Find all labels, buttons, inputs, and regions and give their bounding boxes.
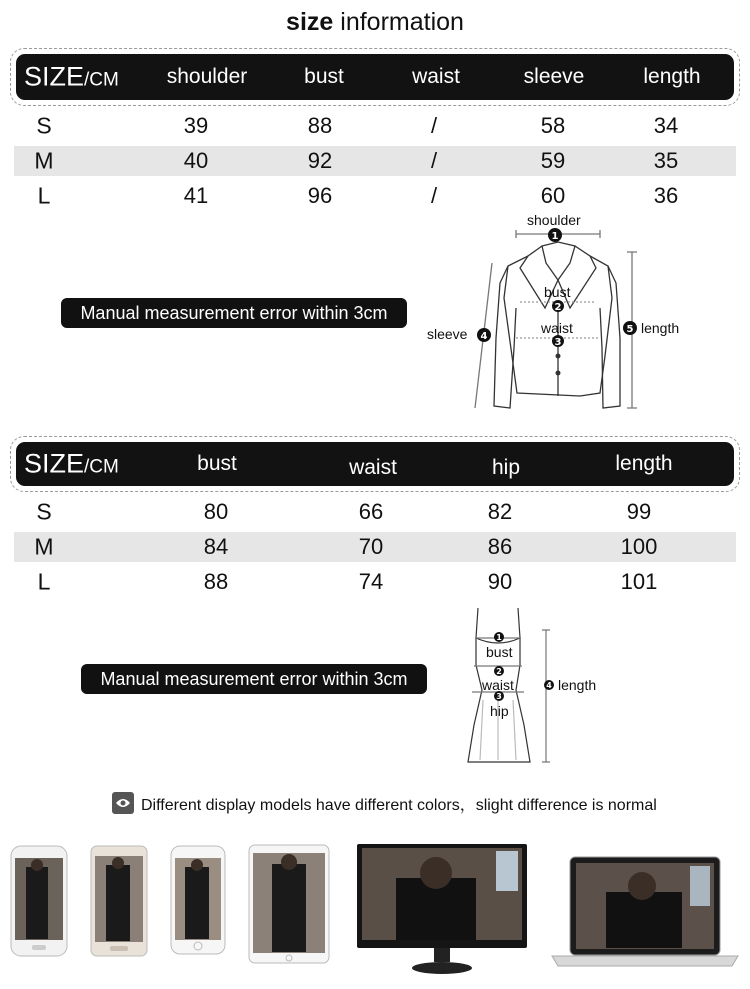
top-size-label: SIZE/CM — [24, 61, 119, 92]
cell: 100 — [620, 534, 658, 559]
svg-text:4: 4 — [546, 681, 552, 690]
disclaimer-text: Different display models have different colors，slight difference is normal — [141, 796, 657, 814]
bottom-col-waist: waist — [349, 455, 397, 479]
table-row — [14, 111, 736, 141]
cell: 74 — [358, 569, 384, 594]
bottom-table-header-frame — [10, 436, 740, 492]
device-monitor — [356, 843, 528, 975]
device-tablet — [248, 844, 330, 964]
cell: 70 — [358, 534, 384, 559]
bottom-col-bust: bust — [197, 452, 237, 475]
cell: 36 — [653, 183, 679, 208]
cell: 59 — [540, 148, 566, 173]
svg-text:3: 3 — [496, 692, 502, 701]
device-phone — [10, 845, 68, 957]
measurement-note: Manual measurement error within 3cm — [81, 664, 427, 694]
cell: 41 — [183, 183, 209, 208]
bottom-size-label: SIZE/CM — [24, 448, 119, 479]
cell: 99 — [626, 499, 652, 524]
cell: 96 — [307, 183, 333, 208]
bottom-col-hip: hip — [491, 455, 521, 479]
eye-icon — [112, 792, 134, 814]
label-shoulder: shoulder — [527, 212, 581, 228]
top-table-header — [16, 54, 734, 100]
cell: 35 — [653, 148, 679, 173]
cell: 82 — [487, 499, 513, 524]
jacket-illustration — [420, 208, 700, 418]
label-length: length — [558, 677, 597, 693]
cell: 88 — [307, 113, 333, 138]
top-col-bust: bust — [304, 65, 344, 88]
color-disclaimer — [112, 790, 657, 816]
row-size: S — [36, 112, 52, 139]
svg-text:2: 2 — [496, 667, 502, 676]
table-row — [14, 497, 736, 527]
device-phone — [170, 845, 226, 955]
row-size: M — [34, 147, 54, 174]
svg-text:4: 4 — [480, 331, 488, 342]
label-waist: waist — [541, 320, 573, 336]
label-waist: waist — [482, 677, 514, 693]
table-row — [14, 181, 736, 211]
bottom-col-length: length — [615, 452, 673, 475]
dress-diagram — [458, 600, 618, 770]
label-length: length — [641, 320, 680, 336]
top-col-shoulder: shoulder — [166, 65, 248, 88]
cell: 101 — [620, 569, 658, 594]
table-row — [14, 567, 736, 597]
cell: 39 — [183, 113, 209, 138]
cell: 60 — [540, 183, 566, 208]
row-size: S — [36, 498, 52, 525]
measurement-note: Manual measurement error within 3cm — [61, 298, 407, 328]
bottom-table-header — [16, 442, 734, 486]
label-hip: hip — [490, 703, 509, 719]
title-rest: information — [340, 8, 464, 36]
table-row — [14, 146, 736, 176]
top-col-waist: waist — [412, 65, 460, 88]
cell: 40 — [183, 148, 209, 173]
label-sleeve: sleeve — [427, 326, 468, 342]
svg-text:5: 5 — [626, 324, 634, 335]
title-bold: size — [286, 8, 334, 36]
cell: 66 — [358, 499, 384, 524]
label-bust: bust — [486, 644, 513, 660]
svg-text:2: 2 — [554, 302, 562, 313]
device-phone — [90, 845, 148, 957]
jacket-diagram — [420, 208, 700, 418]
top-col-sleeve: sleeve — [523, 65, 585, 88]
cell: / — [430, 183, 438, 208]
cell: 58 — [540, 113, 566, 138]
row-size: L — [37, 568, 51, 595]
cell: 90 — [487, 569, 513, 594]
cell: 88 — [203, 569, 229, 594]
svg-text:1: 1 — [551, 231, 559, 242]
cell: 84 — [203, 534, 229, 559]
row-size: L — [37, 182, 51, 209]
svg-text:1: 1 — [496, 633, 502, 642]
cell: / — [430, 113, 438, 138]
top-col-length: length — [643, 65, 701, 88]
page-title — [0, 8, 750, 37]
cell: 92 — [307, 148, 333, 173]
device-laptop — [550, 856, 740, 968]
cell: 80 — [203, 499, 229, 524]
cell: 86 — [487, 534, 513, 559]
table-row — [14, 532, 736, 562]
top-table-header-frame — [10, 48, 740, 106]
row-size: M — [34, 533, 54, 560]
cell: 34 — [653, 113, 679, 138]
cell: / — [430, 148, 438, 173]
svg-text:3: 3 — [554, 337, 562, 348]
label-bust: bust — [544, 284, 571, 300]
